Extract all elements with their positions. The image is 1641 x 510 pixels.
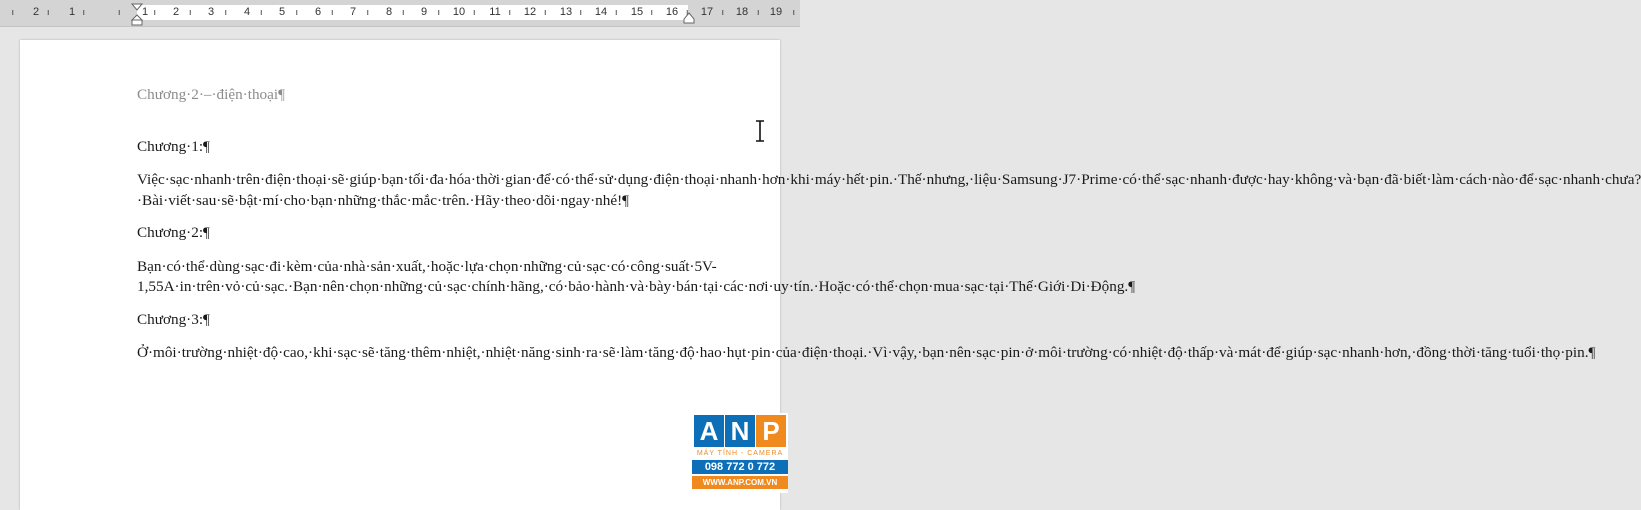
- ruler-number: 12: [523, 6, 537, 18]
- page-header-text[interactable]: Chương·2·–·điện·thoại¶: [137, 86, 285, 103]
- ruler-number: 15: [630, 6, 644, 18]
- ruler-number: 1: [141, 6, 149, 18]
- document-body[interactable]: [137, 85, 1641, 376]
- ruler-number: 13: [559, 6, 573, 18]
- ruler-number: 5: [278, 6, 286, 18]
- logo-letter: P: [756, 415, 786, 447]
- anp-watermark-logo: [692, 413, 788, 493]
- ruler-number: 8: [385, 6, 393, 18]
- ruler-number: 17: [700, 6, 714, 18]
- ruler-number: 11: [489, 6, 501, 18]
- section-paragraph[interactable]: Bạn·có·thể·dùng·sạc·đi·kèm·của·nhà·sản·xuất,·hoặc·lựa·chọn·những·củ·sạc·có·công·suất·5V-1,55A·in·trên·vỏ·củ·sạc.·Bạn·nên·chọn·những·củ·sạc·chính·hãng,·có·bảo·hành·và·bày·bán·tại·các·nơi·uy·tín.·Hoặc·có·thể·chọn·mua·sạc·tại·Thế·Giới·Di·Động.¶: [137, 257, 1136, 295]
- ruler-number: 7: [349, 6, 357, 18]
- ruler-number: 6: [314, 6, 322, 18]
- ruler-number: 2: [32, 6, 40, 18]
- horizontal-ruler[interactable]: [0, 0, 800, 27]
- ruler-number: 9: [420, 6, 428, 18]
- ruler-ticks: [0, 0, 800, 26]
- logo-subtitle: MÁY TÍNH - CAMERA: [696, 450, 784, 457]
- logo-letter: N: [725, 415, 755, 447]
- section-paragraph[interactable]: Ở·môi·trường·nhiệt·độ·cao,·khi·sạc·sẽ·tăng·thêm·nhiệt,·nhiệt·năng·sinh·ra·sẽ·làm·tăng·độ·hao·hụt·pin·của·điện·thoại.·Vì·vậy,·bạn·nên·sạc·pin·ở·môi·trường·có·nhiệt·độ·thấp·và·mát·để·giúp·sạc·nhanh·hơn,·đồng·thời·tăng·tuổi·thọ·pin.¶: [137, 344, 1596, 361]
- ruler-number: 1: [68, 6, 76, 18]
- section-paragraph[interactable]: Việc·sạc·nhanh·trên·điện·thoại·sẽ·giúp·bạn·tối·đa·hóa·thời·gian·để·có·thể·sử·dụng·điện·thoại·nhanh·hơn·khi·máy·hết·pin.·Thế·nhưng,·liệu·Samsung·J7·Prime·có·thể·sạc·nhanh·được·hay·không·và·bạn·đã·biết·làm·cách·nào·để·sạc·nhanh·chưa?·Bài·viết·sau·sẽ·bật·mí·cho·bạn·những·thắc·mắc·trên.·Hãy·theo·dõi·ngay·nhé!¶: [137, 171, 1641, 209]
- indent-marker-icon[interactable]: [130, 3, 144, 27]
- ruler-number: 10: [452, 6, 466, 18]
- ruler-number: 14: [594, 6, 608, 18]
- logo-website: WWW.ANP.COM.VN: [692, 476, 788, 489]
- ruler-number: 3: [207, 6, 215, 18]
- ruler-number: 4: [243, 6, 251, 18]
- document-page[interactable]: [20, 40, 1641, 510]
- ruler-number: 19: [769, 6, 783, 18]
- text-cursor-icon: [754, 120, 766, 142]
- section-heading[interactable]: Chương·1:¶: [137, 137, 210, 155]
- section-heading[interactable]: Chương·2:¶: [137, 224, 210, 241]
- logo-letter: A: [694, 415, 724, 447]
- ruler-number: 18: [735, 6, 749, 18]
- ruler-number: 2: [172, 6, 180, 18]
- section-heading[interactable]: Chương·3:¶: [137, 310, 210, 328]
- logo-phone: 098 772 0 772: [692, 460, 788, 474]
- ruler-number: 16: [665, 6, 679, 18]
- right-indent-marker-icon[interactable]: [682, 12, 696, 24]
